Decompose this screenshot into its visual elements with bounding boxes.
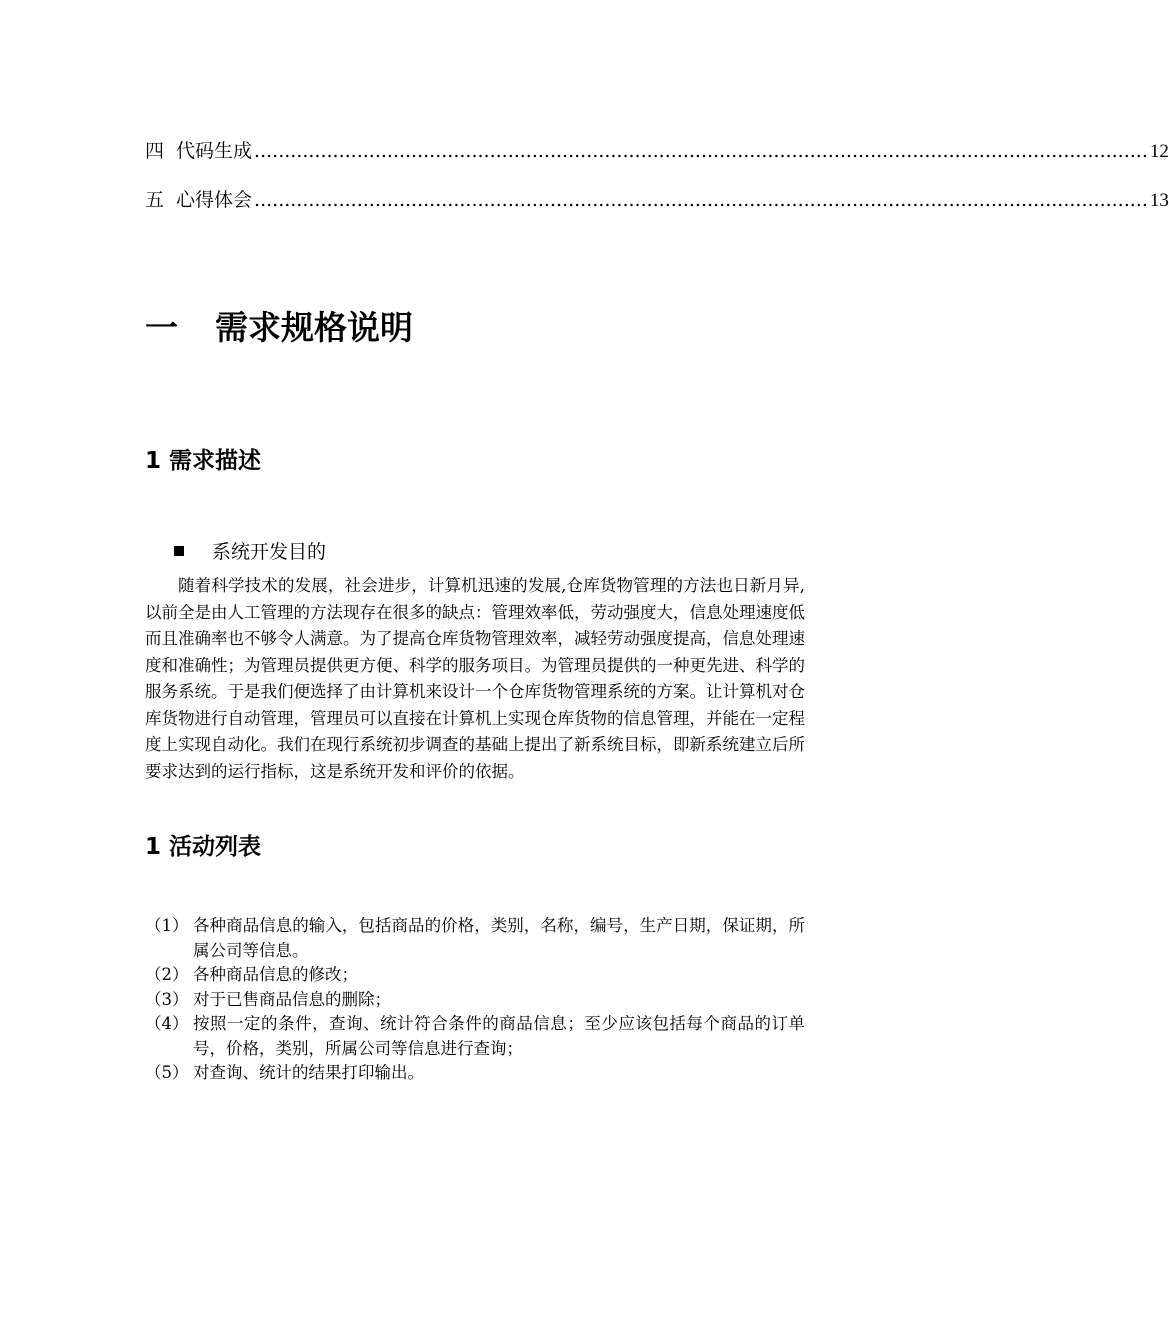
subsection-heading-activities: 1 活动列表 [145, 834, 262, 860]
toc-entry-experience[interactable] [145, 187, 1169, 213]
list-item-text: 按照一定的条件，查询、统计符合条件的商品信息；至少应该包括每个商品的订单号，价格，类别，所属公司等信息进行查询； [193, 1014, 805, 1058]
bullet-label: 系统开发目的 [212, 541, 327, 563]
list-item-number: （5） [145, 1063, 189, 1082]
list-item-text: 各种商品信息的修改； [193, 965, 358, 984]
toc-dot-leader: .................................................................................................................................................... [254, 140, 1148, 162]
toc-entry-number: 五 [145, 189, 165, 211]
toc-entry-number: 四 [145, 140, 165, 162]
list-item [145, 1012, 805, 1061]
toc-page-number: 13 [1149, 190, 1169, 211]
toc-entry-code-generation[interactable] [145, 138, 1169, 164]
body-paragraph: 随着科学技术的发展，社会进步，计算机迅速的发展,仓库货物管理的方法也日新月异,以前全是由人工管理的方法现存在很多的缺点：管理效率低，劳动强度大，信息处理速度低而且准确率也不够令人满意。为了提高仓库货物管理效率，减轻劳动强度提高，信息处理速度和准确性；为管理员提供更方便、科学的服务项目。为管理员提供的一种更先进、科学的服务系统。于是我们便选择了由计算机来设计一个仓库货物管理系统的方案。让计算机对仓库货物进行自动管理，管理员可以直接在计算机上实现仓库货物的信息管理，并能在一定程度上实现自动化。我们在现行系统初步调查的基础上提出了新系统目标，即新系统建立后所要求达到的运行指标，这是系统开发和评价的依据。 [145, 576, 805, 781]
bullet-item [174, 539, 326, 565]
list-item [145, 963, 805, 988]
subsection-heading-requirements: 1 需求描述 [145, 448, 262, 474]
list-item [145, 988, 805, 1013]
list-item [145, 1061, 805, 1086]
square-bullet-icon [174, 546, 184, 556]
toc-entry-title: 心得体会 [176, 189, 253, 211]
activity-list [145, 914, 805, 1086]
list-item-text: 对于已售商品信息的删除； [193, 989, 391, 1009]
toc-dot-leader: .................................................................................................................................................... [254, 189, 1148, 211]
toc-page-number: 12 [1149, 141, 1169, 162]
section-number: 一 [145, 308, 178, 347]
toc-entry-title: 代码生成 [176, 140, 253, 162]
list-item-number: （4） [145, 1014, 189, 1033]
list-item-number: （2） [145, 965, 189, 984]
section-title: 需求规格说明 [215, 308, 413, 347]
section-heading [145, 306, 413, 350]
list-item-number: （1） [145, 916, 189, 935]
list-item-text: 各种商品信息的输入，包括商品的价格，类别，名称，编号，生产日期，保证期，所属公司等信息。 [193, 916, 805, 960]
list-item-text: 对查询、统计的结果打印输出。 [193, 1063, 424, 1082]
list-item-number: （3） [145, 989, 189, 1009]
list-item [145, 914, 805, 963]
